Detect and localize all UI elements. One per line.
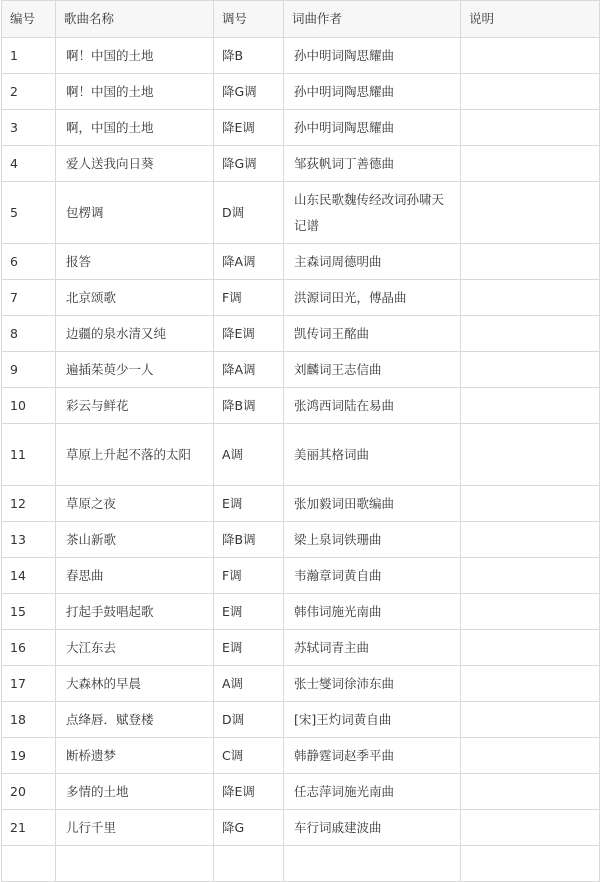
cell-author: 张加毅词田歌编曲 [284,486,461,522]
cell-key: 降G调 [214,146,284,182]
cell-author: 孙中明词陶思耀曲 [284,74,461,110]
cell-key: 降B调 [214,388,284,424]
cell-num: 8 [2,316,56,352]
cell-author: 凯传词王酩曲 [284,316,461,352]
cell-note [461,424,600,486]
cell-key: 降A调 [214,352,284,388]
header-note: 说明 [461,1,600,38]
cell-song: 大江东去 [56,630,214,666]
table-row [2,244,600,280]
cell-author: 车行词戚建波曲 [284,810,461,846]
cell-num: 11 [2,424,56,486]
cell-key: 降B调 [214,522,284,558]
cell-num: 5 [2,182,56,244]
table-header [2,1,600,38]
cell-song: 啊！中国的土地 [56,74,214,110]
header-song: 歌曲名称 [56,1,214,38]
table-row [2,846,600,882]
cell-note [461,630,600,666]
cell-num: 18 [2,702,56,738]
cell-num: 19 [2,738,56,774]
cell-author: 邹荻帆词丁善德曲 [284,146,461,182]
cell-song: 边疆的泉水清又纯 [56,316,214,352]
table-row [2,810,600,846]
cell-song: 遍插茱萸少一人 [56,352,214,388]
table-row [2,666,600,702]
cell-song: 草原之夜 [56,486,214,522]
cell-author: 孙中明词陶思耀曲 [284,38,461,74]
cell-note [461,486,600,522]
cell-song: 报答 [56,244,214,280]
header-num: 编号 [2,1,56,38]
cell-num: 12 [2,486,56,522]
cell-num: 7 [2,280,56,316]
table-row [2,424,600,486]
cell-song: 点绛唇．赋登楼 [56,702,214,738]
table-row [2,280,600,316]
header-row [2,1,600,38]
cell-num: 21 [2,810,56,846]
cell-note [461,738,600,774]
cell-song: 打起手鼓唱起歌 [56,594,214,630]
cell-key: A调 [214,424,284,486]
cell-author: [宋]王灼词黄自曲 [284,702,461,738]
cell-num: 16 [2,630,56,666]
table-row [2,316,600,352]
table-row [2,74,600,110]
song-table [1,0,600,882]
table-row [2,738,600,774]
cell-author: 韩伟词施光南曲 [284,594,461,630]
cell-key: 降A调 [214,244,284,280]
cell-note [461,594,600,630]
cell-song: 大森林的早晨 [56,666,214,702]
cell-author: 山东民歌魏传经改词孙啸天记谱 [284,182,461,244]
cell-num: 3 [2,110,56,146]
cell-key: F调 [214,558,284,594]
cell-num: 20 [2,774,56,810]
cell-key: E调 [214,630,284,666]
cell-song: 春思曲 [56,558,214,594]
cell-num: 14 [2,558,56,594]
cell-author: 张鸿西词陆在易曲 [284,388,461,424]
cell-key: 降E调 [214,316,284,352]
cell-author: 任志萍词施光南曲 [284,774,461,810]
cell-note [461,522,600,558]
cell-note [461,244,600,280]
cell-note [461,280,600,316]
cell-key: A调 [214,666,284,702]
cell-song: 茶山新歌 [56,522,214,558]
cell-note [461,38,600,74]
table-row [2,558,600,594]
cell-note [461,666,600,702]
cell-author: 梁上泉词铁珊曲 [284,522,461,558]
cell-num: 9 [2,352,56,388]
cell-key: D调 [214,182,284,244]
cell-note [461,810,600,846]
cell-note [461,146,600,182]
cell-num: 2 [2,74,56,110]
cell-num: 15 [2,594,56,630]
cell-song: 爱人送我向日葵 [56,146,214,182]
cell-author: 美丽其格词曲 [284,424,461,486]
table-row [2,630,600,666]
cell-num [2,846,56,882]
cell-author: 苏轼词青主曲 [284,630,461,666]
cell-num: 1 [2,38,56,74]
table-row [2,146,600,182]
cell-author: 刘麟词王志信曲 [284,352,461,388]
cell-song: 儿行千里 [56,810,214,846]
cell-num: 13 [2,522,56,558]
cell-num: 4 [2,146,56,182]
cell-note [461,182,600,244]
cell-author: 韩静霆词赵季平曲 [284,738,461,774]
cell-key: D调 [214,702,284,738]
cell-author: 主森词周德明曲 [284,244,461,280]
cell-note [461,846,600,882]
cell-num: 10 [2,388,56,424]
cell-key: 降G调 [214,74,284,110]
cell-key: 降G [214,810,284,846]
cell-song [56,846,214,882]
table-row [2,110,600,146]
cell-note [461,352,600,388]
table-row [2,182,600,244]
cell-author: 洪源词田光，傅晶曲 [284,280,461,316]
cell-author: 张士燮词徐沛东曲 [284,666,461,702]
cell-num: 6 [2,244,56,280]
header-key: 调号 [214,1,284,38]
cell-song: 彩云与鲜花 [56,388,214,424]
cell-key: E调 [214,486,284,522]
cell-song: 多情的土地 [56,774,214,810]
cell-song: 北京颂歌 [56,280,214,316]
cell-key: 降E调 [214,110,284,146]
cell-num: 17 [2,666,56,702]
table-row [2,388,600,424]
cell-author: 孙中明词陶思耀曲 [284,110,461,146]
cell-key: F调 [214,280,284,316]
table-row [2,774,600,810]
cell-note [461,110,600,146]
cell-song: 草原上升起不落的太阳 [56,424,214,486]
cell-key: 降E调 [214,774,284,810]
cell-song: 包楞调 [56,182,214,244]
cell-song: 断桥遗梦 [56,738,214,774]
cell-song: 啊！中国的土地 [56,38,214,74]
cell-key: 降B [214,38,284,74]
cell-note [461,702,600,738]
table-row [2,522,600,558]
cell-song: 啊，中国的土地 [56,110,214,146]
cell-author [284,846,461,882]
cell-author: 韦瀚章词黄自曲 [284,558,461,594]
cell-note [461,774,600,810]
cell-note [461,558,600,594]
table-row [2,486,600,522]
table-row [2,702,600,738]
table-row [2,38,600,74]
cell-key: E调 [214,594,284,630]
table-row [2,352,600,388]
cell-key: C调 [214,738,284,774]
cell-note [461,74,600,110]
cell-note [461,388,600,424]
cell-note [461,316,600,352]
header-author: 词曲作者 [284,1,461,38]
table-row [2,594,600,630]
table-body [2,38,600,882]
cell-key [214,846,284,882]
